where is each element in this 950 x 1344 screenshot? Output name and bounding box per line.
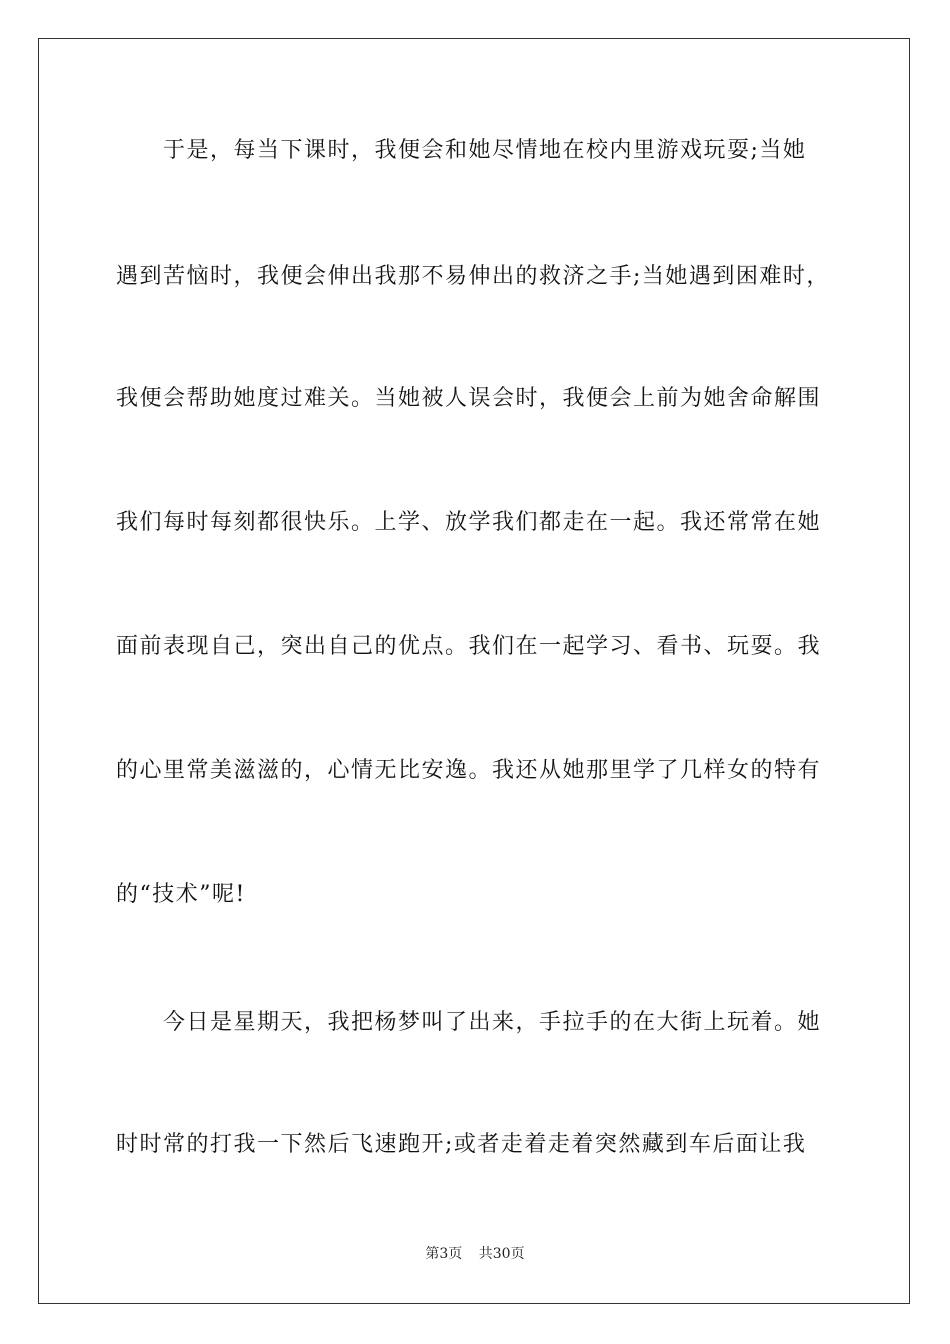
text-line: 的心里常美滋滋的，心情无比安逸。我还从她那里学了几样女的特有 <box>116 758 822 783</box>
text-line: 我便会帮助她度过难关。当她被人误会时，我便会上前为她舍命解围 <box>116 386 822 411</box>
text-line: 时时常的打我一下然后飞速跑开;或者走着走着突然藏到车后面让我 <box>116 1132 807 1157</box>
page-number: 第3页 <box>425 1246 463 1262</box>
page-border <box>38 38 910 1304</box>
page-footer <box>0 1244 950 1264</box>
total-pages: 共30页 <box>478 1246 525 1262</box>
text-line: 面前表现自己，突出自己的优点。我们在一起学习、看书、玩耍。我 <box>116 634 822 659</box>
text-line: 的“技术”呢! <box>116 882 246 907</box>
text-line: 于是，每当下课时，我便会和她尽情地在校内里游戏玩耍;当她 <box>116 138 807 163</box>
text-line: 今日是星期天，我把杨梦叫了出来，手拉手的在大街上玩着。她 <box>116 1010 822 1035</box>
text-line: 我们每时每刻都很快乐。上学、放学我们都走在一起。我还常常在她 <box>116 510 822 535</box>
text-line: 遇到苦恼时，我便会伸出我那不易伸出的救济之手;当她遇到困难时， <box>116 264 830 289</box>
